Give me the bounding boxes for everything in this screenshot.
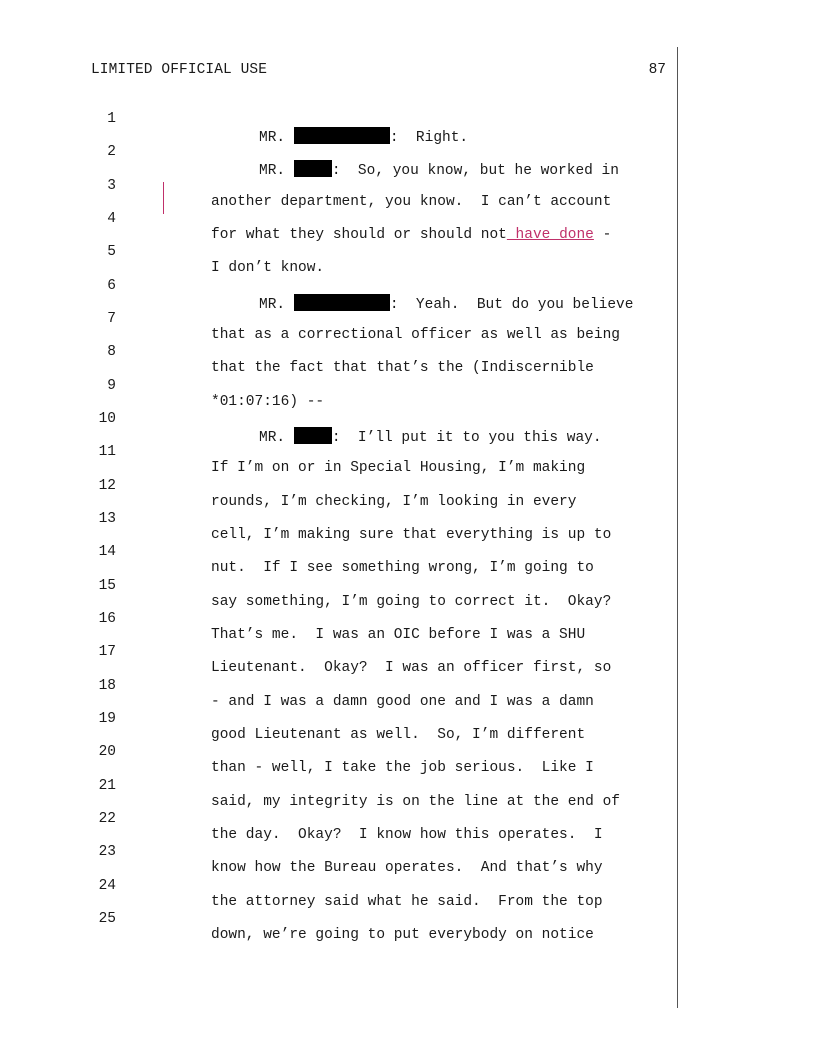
line-number: 11 (98, 444, 116, 460)
speaker-prefix: MR. (259, 297, 294, 313)
line-number: 19 (98, 711, 116, 727)
speaker-prefix: MR. (259, 163, 294, 179)
inserted-revision-text: have done (506, 227, 594, 243)
line-text: I don’t know. (211, 260, 325, 276)
line-number: 21 (98, 778, 116, 794)
line-text: the day. Okay? I know how this operates. I (211, 827, 603, 843)
transcript-line (0, 628, 700, 676)
line-text: another department, you know. I can’t account (211, 194, 612, 210)
line-number: 10 (98, 411, 116, 427)
speaker-prefix: MR. (259, 130, 294, 146)
line-text: If I’m on or in Special Housing, I’m making (211, 460, 586, 476)
line-text: down, we’re going to put everybody on notice (211, 927, 594, 943)
transcript-line (0, 362, 700, 410)
transcript-line (0, 828, 700, 876)
line-number: 23 (98, 844, 116, 860)
line-number: 7 (107, 311, 116, 327)
line-text: know how the Bureau operates. And that’s why (211, 860, 603, 876)
line-number: 12 (98, 478, 116, 494)
line-number: 8 (107, 344, 116, 360)
line-number: 9 (107, 378, 116, 394)
speaker-prefix: MR. (259, 430, 294, 446)
transcript-line (0, 462, 700, 510)
transcript-line (0, 128, 700, 179)
line-number: 13 (98, 511, 116, 527)
transcript-line (0, 895, 700, 943)
line-text: said, my integrity is on the line at the end of (211, 794, 620, 810)
line-text: rounds, I’m checking, I’m looking in every (211, 494, 577, 510)
line-number: 16 (98, 611, 116, 627)
transcript-line (0, 228, 700, 276)
page-number: 87 (648, 62, 666, 78)
speech-text: : Yeah. But do you believe (389, 297, 634, 313)
speech-text: - (593, 227, 612, 243)
line-number: 24 (98, 878, 116, 894)
transcript-line (0, 295, 700, 343)
line-text: cell, I’m making sure that everything is up to (211, 527, 612, 543)
line-number: 25 (98, 911, 116, 927)
transcript-line (0, 495, 700, 543)
line-number: 5 (107, 244, 116, 260)
line-text: Lieutenant. Okay? I was an officer first, so (211, 660, 612, 676)
transcript-line (0, 795, 700, 843)
transcript-line (0, 95, 700, 146)
speech-text: : I’ll put it to you this way. (331, 430, 602, 446)
line-number: 4 (107, 211, 116, 227)
speech-text: for what they should or should not (211, 227, 507, 243)
line-text: than - well, I take the job serious. Like I (211, 760, 594, 776)
line-text: - and I was a damn good one and I was a damn (211, 694, 594, 710)
transcript-line (0, 695, 700, 743)
transcript-line (0, 862, 700, 910)
line-text: good Lieutenant as well. So, I’m different (211, 727, 586, 743)
speech-text: : Right. (389, 130, 469, 146)
transcript-line (0, 262, 700, 313)
line-text: say something, I’m going to correct it. Okay? (211, 594, 612, 610)
classification-header: LIMITED OFFICIAL USE (91, 62, 268, 78)
line-number: 14 (98, 544, 116, 560)
line-text: nut. If I see something wrong, I’m going to (211, 560, 594, 576)
transcript-line (0, 195, 700, 243)
line-number: 22 (98, 811, 116, 827)
transcript-line (0, 428, 700, 476)
line-text: that the fact that that’s the (Indiscernible (211, 360, 594, 376)
line-number: 18 (98, 678, 116, 694)
transcript-line (0, 528, 700, 576)
transcript-line (0, 662, 700, 710)
transcript-line (0, 328, 700, 376)
line-number: 3 (107, 178, 116, 194)
line-text: that as a correctional officer as well as being (211, 327, 620, 343)
line-text: the attorney said what he said. From the top (211, 894, 603, 910)
line-number: 1 (107, 111, 116, 127)
transcript-line (0, 395, 700, 446)
transcript-line (0, 728, 700, 776)
line-number: 6 (107, 278, 116, 294)
line-number: 15 (98, 578, 116, 594)
line-number: 2 (107, 144, 116, 160)
line-text: *01:07:16) -- (211, 394, 325, 410)
transcript-line (0, 762, 700, 810)
speech-text: : So, you know, but he worked in (331, 163, 619, 179)
transcript-line (0, 595, 700, 643)
line-text: That’s me. I was an OIC before I was a SHU (211, 627, 586, 643)
transcript-line (0, 562, 700, 610)
line-number: 20 (98, 744, 116, 760)
transcript-line (0, 162, 700, 210)
line-number: 17 (98, 644, 116, 660)
